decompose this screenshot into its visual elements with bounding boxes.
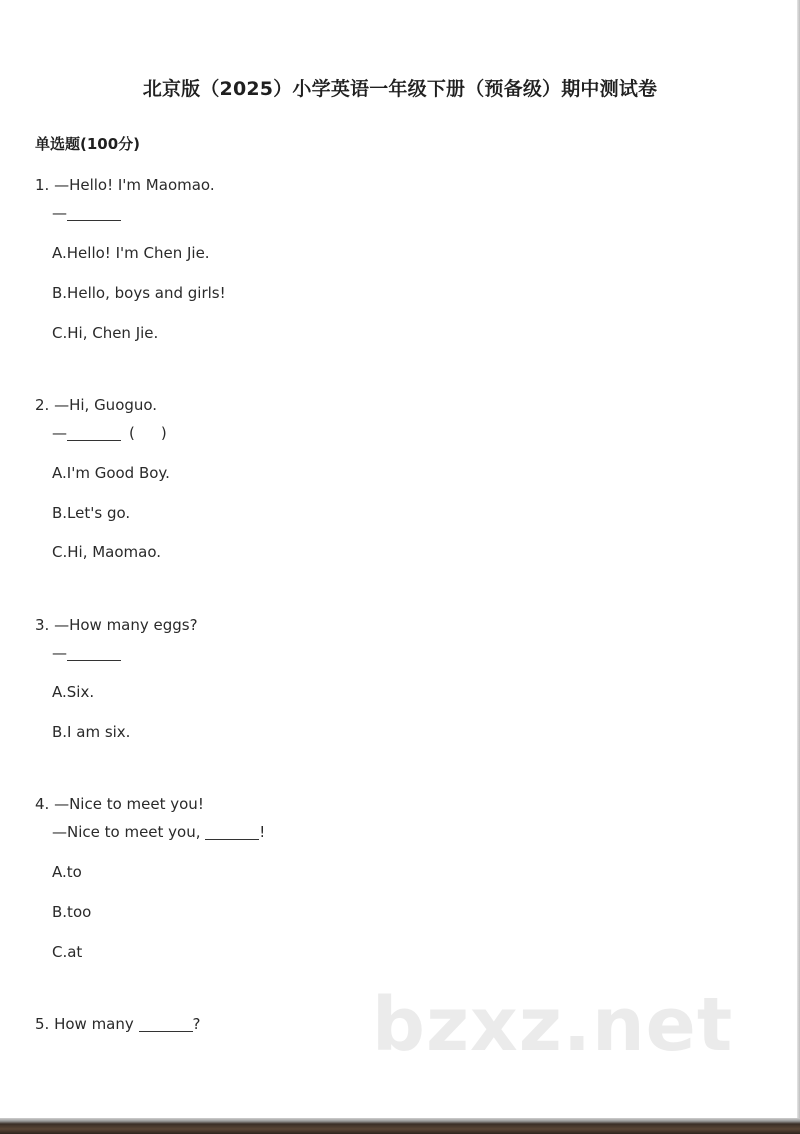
question-1-reply <box>52 204 121 222</box>
answer-blank <box>139 1015 193 1032</box>
reply-text: —Nice to meet you, <box>52 823 201 841</box>
question-2-option-a[interactable]: A.I'm Good Boy. <box>52 464 170 482</box>
question-4-stem: 4. —Nice to meet you! <box>35 795 204 813</box>
question-3-stem: 3. —How many eggs? <box>35 616 198 634</box>
answer-blank <box>67 644 121 661</box>
question-1-option-b[interactable]: B.Hello, boys and girls! <box>52 284 226 302</box>
answer-blank <box>205 823 259 840</box>
paren-close: ) <box>160 424 167 442</box>
paren-open: ( <box>129 424 135 442</box>
answer-parentheses <box>129 424 167 442</box>
watermark-logo: bzxz.net <box>372 982 734 1068</box>
stem-text: 5. How many <box>35 1015 134 1033</box>
reply-dash: — <box>52 204 67 222</box>
question-3-option-b[interactable]: B.I am six. <box>52 723 131 741</box>
question-4-option-a[interactable]: A.to <box>52 863 82 881</box>
bottom-edge-bar <box>0 1118 800 1134</box>
question-4-reply <box>52 823 265 841</box>
reply-dash: — <box>52 644 67 662</box>
question-4-option-b[interactable]: B.too <box>52 903 92 921</box>
reply-end: ! <box>259 823 266 841</box>
answer-blank <box>67 204 121 221</box>
stem-end: ? <box>192 1015 201 1033</box>
reply-dash: — <box>52 424 67 442</box>
question-4-option-c[interactable]: C.at <box>52 943 83 961</box>
question-3-option-a[interactable]: A.Six. <box>52 683 95 701</box>
question-2-reply <box>52 424 167 442</box>
question-2-option-b[interactable]: B.Let's go. <box>52 504 131 522</box>
question-1-stem: 1. —Hello! I'm Maomao. <box>35 176 215 194</box>
question-1-option-a[interactable]: A.Hello! I'm Chen Jie. <box>52 244 210 262</box>
question-2-stem: 2. —Hi, Guoguo. <box>35 396 158 414</box>
section-heading: 单选题(100分) <box>35 135 141 153</box>
question-1-option-c[interactable]: C.Hi, Chen Jie. <box>52 324 159 342</box>
question-3-reply <box>52 644 121 662</box>
answer-blank <box>67 424 121 441</box>
question-5-stem <box>35 1015 201 1033</box>
question-2-option-c[interactable]: C.Hi, Maomao. <box>52 543 162 561</box>
document-title: 北京版（2025）小学英语一年级下册（预备级）期中测试卷 <box>142 78 658 100</box>
